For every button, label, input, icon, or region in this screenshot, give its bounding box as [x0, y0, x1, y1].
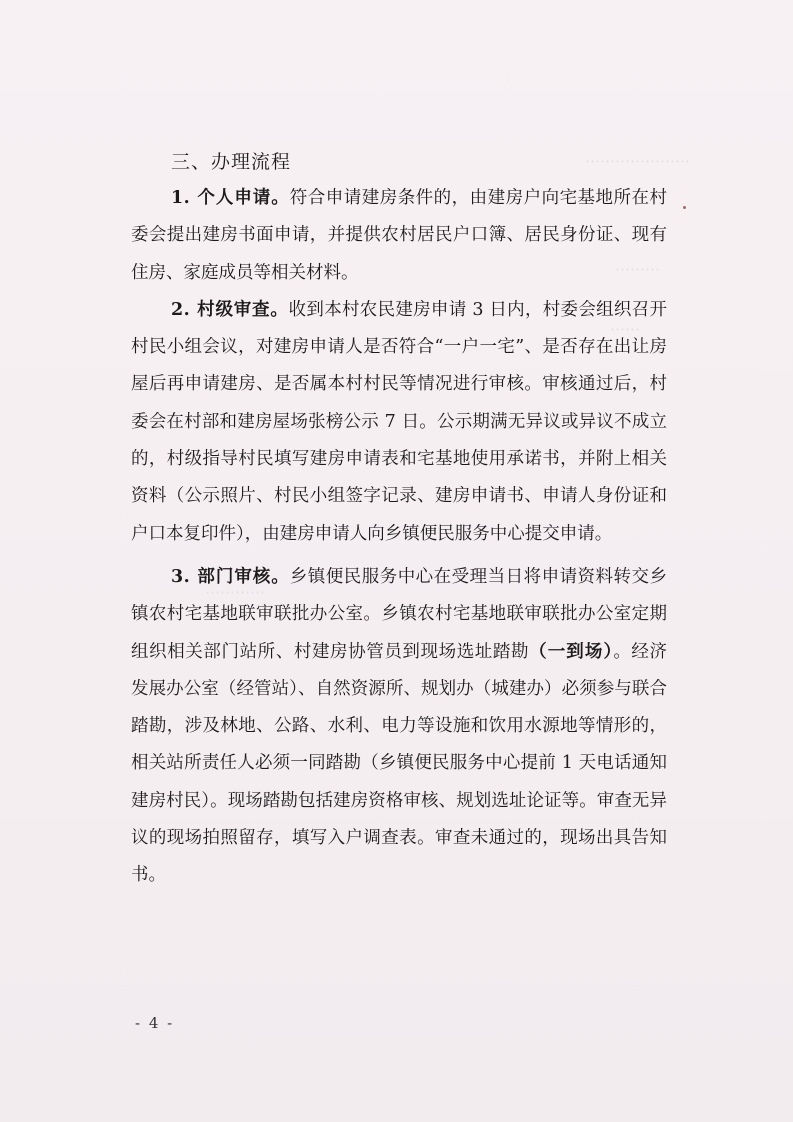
step-3-paragraph	[131, 559, 667, 895]
bleed-through-text: ⋯⋯⋯	[615, 260, 660, 278]
step-1-paragraph	[131, 180, 667, 292]
paper-speck	[683, 206, 686, 209]
document-body	[131, 144, 667, 895]
step-3-text: 乡镇便民服务中心在受理当日将申请资料转交乡镇农村宅基地联审联批办公室。乡镇农村宅基地联审联批办公室定期组织相关部门站所、村建房协管员到现场选址踏勘	[131, 566, 667, 662]
step-1-lead: 1. 个人申请。	[171, 188, 290, 208]
step-3-lead: 3. 部门审核。	[171, 566, 290, 587]
step-2-text: 收到本村农民建房申请 3 日内，村委会组织召开村民小组会议，对建房申请人是否符合“一户一宅”、是否存在出让房屋后再申请建房、是否属本村村民等情况进行审核。审核通过后，村委会在村部和建房屋场张榜公示 7 日。公示期满无异议或异议不成立的，村级指导村民填写建房申请表和宅基地使用承诺书，并附上相关资料（公示照片、村民小组签字记录、建房申请书、申请人身份证和户口本复印件），由建房申请人向乡镇便民服务中心提交申请。	[131, 299, 667, 544]
bleed-through-text: ⋯⋯⋯⋯⋯⋯⋯	[585, 152, 690, 170]
step-3-text-after: 。经济发展办公室（经管站）、自然资源所、规划办（城建办）必须参与联合踏勘，涉及林地、公路、水利、电力等设施和饮用水源地等情形的，相关站所责任人必须一同踏勘（乡镇便民服务中心提前 1 天电话通知建房村民）。现场踏勘包括建房资格审核、规划选址论证等。审查无异议的现场拍照留存，填写入户调查表。审查未通过的，现场出具告知书。	[131, 641, 668, 886]
step-2-paragraph	[131, 292, 667, 553]
bleed-through-text: ⋯⋯	[610, 320, 640, 338]
step-2-lead: 2. 村级审查。	[171, 299, 289, 320]
page-number: - 4 -	[135, 1014, 175, 1032]
bleed-through-text: ⋯⋯⋯⋯	[205, 583, 265, 601]
step-3-bold-phrase: （一到场）	[529, 641, 614, 662]
section-heading: 三、办理流程	[171, 151, 292, 173]
step-1-text: 符合申请建房条件的，由建房户向宅基地所在村委会提出建房书面申请，并提供农村居民户口簿、居民身份证、现有住房、家庭成员等相关材料。	[131, 188, 667, 283]
